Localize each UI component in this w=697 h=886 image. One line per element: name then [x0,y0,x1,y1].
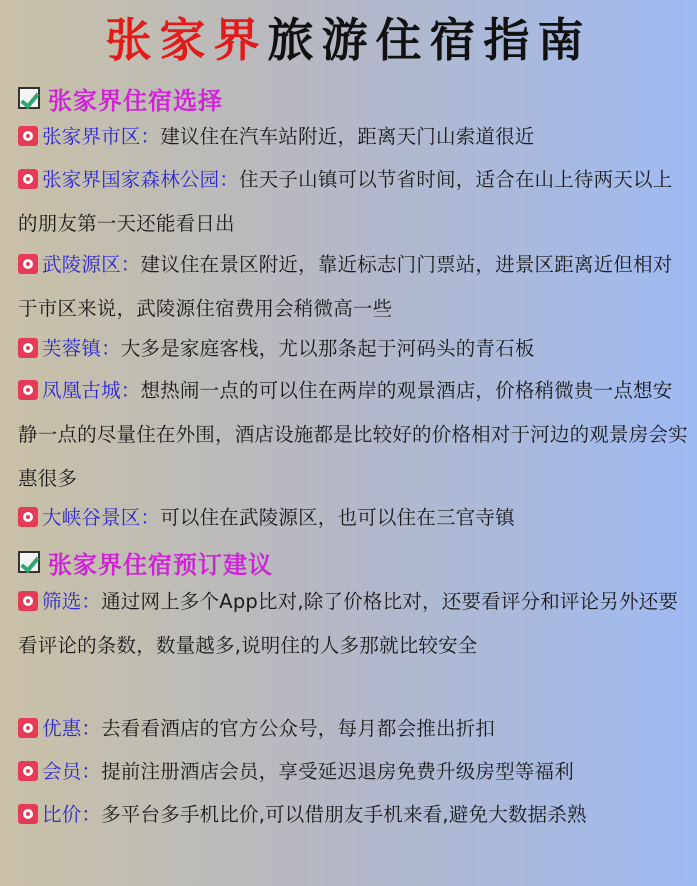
list-item [18,243,692,331]
target-bullet-icon [18,169,38,189]
checkbox-icon [18,87,40,109]
item-key: 比价： [42,803,102,826]
item-text: 可以住在武陵源区，也可以住在三官寺镇 [160,506,515,529]
item-key: 芙蓉镇： [42,337,121,360]
list-item [18,580,692,668]
target-bullet-icon [18,804,38,824]
item-key: 张家界市区： [42,125,161,148]
target-bullet-icon [18,338,38,358]
item-key: 会员： [42,760,102,783]
item-key: 优惠： [42,717,102,740]
item-text: 想热闹一点的可以住在两岸的观景酒店，价格稍微贵一点想安静一点的尽量住在外围，酒店设施都是比较好的价格相对于河边的观景房会实惠很多 [18,379,688,490]
target-bullet-icon [18,761,38,781]
item-text: 住天子山镇可以节省时间，适合在山上待两天以上的朋友第一天还能看日出 [18,168,673,235]
list-item [18,496,692,540]
target-bullet-icon [18,591,38,611]
target-bullet-icon [18,507,38,527]
list-item [18,750,692,794]
list-item [18,327,692,371]
item-key: 筛选： [42,590,102,613]
title-black-part: 旅游住宿指南 [267,13,592,67]
list-item [18,793,692,837]
section-heading-booking-tips [18,543,273,581]
target-bullet-icon [18,718,38,738]
list-item [18,369,692,501]
target-bullet-icon [18,126,38,146]
checkbox-icon [18,551,40,573]
list-item [18,707,692,751]
item-key: 凤凰古城： [42,379,141,402]
list-item [18,158,692,246]
item-text: 提前注册酒店会员，享受延迟退房免费升级房型等福利 [101,760,574,783]
item-text: 通过网上多个App比对,除了价格比对，还要看评分和评论另外还要看评论的条数，数量越多,说明住的人多那就比较安全 [18,590,679,657]
section-heading-lodging-choice [18,79,223,117]
target-bullet-icon [18,380,38,400]
item-key: 武陵源区： [42,253,141,276]
item-text: 建议住在汽车站附近，距离天门山索道很近 [160,125,535,148]
item-text: 多平台多手机比价,可以借朋友手机来看,避免大数据杀熟 [101,803,587,826]
item-text: 大多是家庭客栈，尤以那条起于河码头的青石板 [120,337,535,360]
title-red-part: 张家界 [105,13,268,67]
section-heading-label: 张家界住宿选择 [48,86,223,115]
target-bullet-icon [18,254,38,274]
item-key: 张家界国家森林公园： [42,168,240,191]
item-text: 去看看酒店的官方公众号，每月都会推出折扣 [101,717,496,740]
item-text: 建议住在景区附近，靠近标志门门票站，进景区距离近但相对于市区来说，武陵源住宿费用会稍微高一些 [18,253,673,320]
section-heading-label: 张家界住宿预订建议 [48,550,273,579]
item-key: 大峡谷景区： [42,506,161,529]
list-item [18,115,692,159]
page-title [0,4,697,76]
